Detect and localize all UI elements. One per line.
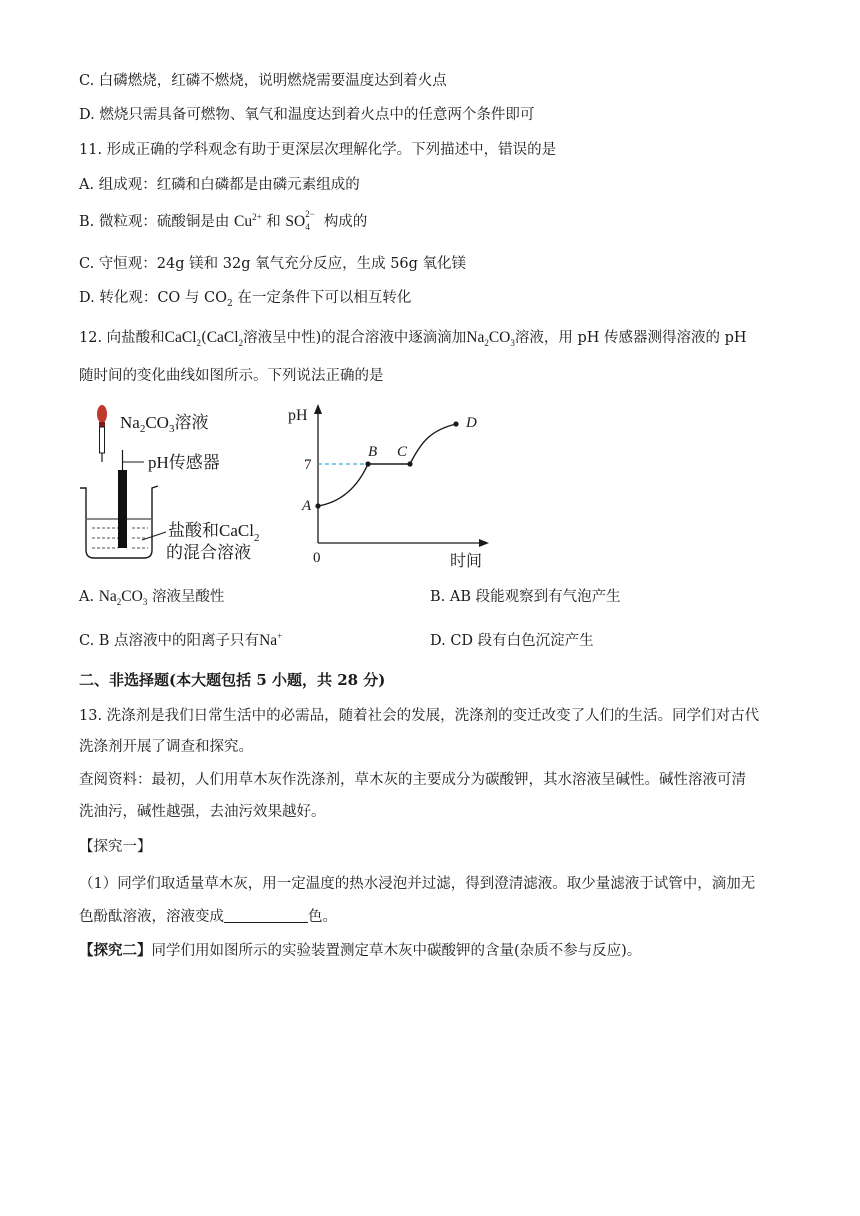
- q12-option-a: [79, 587, 224, 607]
- point-d-marker: [453, 421, 458, 426]
- q11-option-b: [79, 209, 368, 232]
- explore-one-label: 【探究一】: [79, 839, 152, 855]
- q11-option-d-pre: D. 转化观：CO 与 CO: [79, 290, 228, 306]
- cacl2-text-2: CaCl: [206, 329, 239, 346]
- point-a-marker: [315, 503, 320, 508]
- label-na-sub: 2: [139, 423, 146, 435]
- solution-label-2: 的混合溶液: [166, 543, 251, 562]
- cu-charge: 2+: [252, 211, 262, 222]
- na-ion-symbol: Na: [259, 632, 278, 649]
- q13-stem-line1: 13. 洗涤剂是我们日常生活中的必需品，随着社会的发展，洗涤剂的变迁改变了人们的生活。同学们对古代: [79, 708, 760, 724]
- dropper-icon: [97, 405, 107, 462]
- label-solution-word: 溶液: [174, 413, 209, 432]
- explore-two-line: [79, 941, 641, 961]
- co-sub-opt: 3: [142, 597, 148, 608]
- q12-paren: (: [201, 330, 207, 346]
- cacl2-formula: [164, 329, 202, 349]
- cacl2-formula-2: [206, 329, 244, 349]
- y-tick-7: 7: [304, 457, 312, 473]
- q13-info-line2: 洗油污，碱性越强，去油污效果越好。: [79, 804, 326, 820]
- q13-part1-pre: 色酚酞溶液，溶液变成: [79, 909, 224, 925]
- point-d-label: D: [466, 415, 477, 431]
- na-text-opt: Na: [98, 588, 117, 605]
- q13-info-line1: 查阅资料：最初，人们用草木灰作洗涤剂，草木灰的主要成分为碳酸钾，其水溶液呈碱性。碱性溶液可清: [79, 772, 746, 788]
- q12-stem-line2: 随时间的变化曲线如图所示。下列说法正确的是: [79, 368, 384, 384]
- na-ion-charge: +: [277, 630, 283, 641]
- label-co: CO: [145, 413, 169, 432]
- q13-stem-line2: 洗涤剂开展了调查和探究。: [79, 739, 253, 755]
- q11-option-d-post: 在一定条件下可以相互转化: [237, 290, 412, 306]
- na-sub: 2: [484, 338, 489, 349]
- co-text: CO: [488, 329, 511, 346]
- x-axis-label: 时间: [450, 553, 483, 570]
- solution-leader-line: [142, 532, 166, 540]
- co-text-opt: CO: [121, 588, 143, 605]
- na-sub-opt: 2: [116, 597, 122, 608]
- q10-option-d: D. 燃烧只需具备可燃物、氧气和温度达到着火点中的任意两个条件即可: [79, 107, 535, 123]
- cu-ion: [234, 213, 262, 230]
- q12-option-c-pre: C. B 点溶液中的阳离子只有: [79, 633, 260, 649]
- section-heading: 二、非选择题(本大题包括 5 小题，共 28 分): [79, 671, 386, 689]
- point-b-label: B: [368, 444, 378, 460]
- answer-blank[interactable]: [224, 908, 308, 923]
- label-na: Na: [120, 413, 140, 432]
- q11-option-b-pre: B. 微粒观：硫酸铜是由: [79, 214, 230, 230]
- solution-label-1-sub: 2: [253, 532, 260, 544]
- explore-two-text: 同学们用如图所示的实验装置测定草木灰中碳酸钾的含量(杂质不参与反应)。: [151, 943, 642, 959]
- q11-option-c: C. 守恒观：24g 镁和 32g 氧气充分反应，生成 56g 氧化镁: [79, 256, 467, 272]
- co-sub: 3: [510, 338, 515, 349]
- label-co-sub: 3: [168, 423, 175, 435]
- q12-option-b: B. AB 段能观察到有气泡产生: [430, 589, 621, 605]
- point-b-marker: [365, 461, 370, 466]
- y-axis-arrow: [314, 404, 322, 414]
- ph-curve: [318, 424, 456, 506]
- dropper-label: [120, 413, 208, 435]
- solution-label-1-text: 盐酸和CaCl: [168, 521, 254, 540]
- cu-symbol: Cu: [233, 213, 253, 230]
- q11-option-d: [79, 288, 411, 308]
- q12-stem-a: 12. 向盐酸和: [79, 330, 165, 346]
- point-a-label: A: [302, 498, 312, 514]
- explore-two-label: 【探究二】: [79, 942, 152, 959]
- q11-option-b-and: 和: [266, 214, 281, 230]
- sensor-label: pH传感器: [148, 453, 220, 472]
- ph-sensor-probe: [118, 470, 127, 548]
- q13-part1-post: 色。: [308, 909, 337, 925]
- q13-part1-line2: [79, 907, 337, 927]
- q10-option-c: C. 白磷燃烧，红磷不燃烧，说明燃烧需要温度达到着火点: [79, 73, 447, 89]
- na-ion: [259, 632, 282, 649]
- cacl2-sub: 2: [196, 338, 202, 349]
- point-c-marker: [407, 461, 412, 466]
- q12-option-c: [79, 631, 282, 651]
- ph-experiment-figure: [70, 400, 490, 575]
- dropper-tube: [100, 427, 105, 453]
- y-axis-label: pH: [288, 407, 308, 424]
- sulfate-ion: SO 2− 4: [285, 209, 315, 232]
- q11-option-b-post: 构成的: [323, 214, 368, 230]
- q12-option-a-pre: A.: [79, 589, 95, 605]
- solution-label-1: [168, 521, 259, 544]
- q12-stem-line1: [79, 328, 747, 348]
- origin-label: 0: [313, 550, 321, 566]
- q12-option-a-post: 溶液呈酸性: [151, 589, 225, 605]
- dropper-bulb: [97, 405, 107, 423]
- dropper-collar: [99, 422, 105, 427]
- cacl2-sub-2: 2: [238, 338, 244, 349]
- q13-part1-line1: （1）同学们取适量草木灰，用一定温度的热水浸泡并过滤，得到澄清滤液。取少量滤液于试管中，滴加无: [79, 876, 756, 892]
- co2-subscript: 2: [227, 298, 233, 309]
- q11-option-a: A. 组成观：红磷和白磷都是由磷元素组成的: [79, 177, 360, 193]
- so-symbol: SO: [285, 213, 306, 230]
- na2co3-formula: [466, 329, 515, 349]
- q11-stem: 11. 形成正确的学科观念有助于更深层次理解化学。下列描述中，错误的是: [79, 142, 557, 158]
- q12-stem-d: 溶液，用 pH 传感器测得溶液的 pH: [514, 330, 747, 346]
- na-text: Na: [466, 329, 485, 346]
- cacl2-text: CaCl: [164, 329, 197, 346]
- na2co3-formula-option: [98, 588, 148, 608]
- x-axis-arrow: [479, 539, 489, 547]
- q12-stem-c: 溶液呈中性)的混合溶液中逐滴滴加: [243, 330, 467, 346]
- point-c-label: C: [397, 444, 408, 460]
- q12-option-d: D. CD 段有白色沉淀产生: [430, 633, 594, 649]
